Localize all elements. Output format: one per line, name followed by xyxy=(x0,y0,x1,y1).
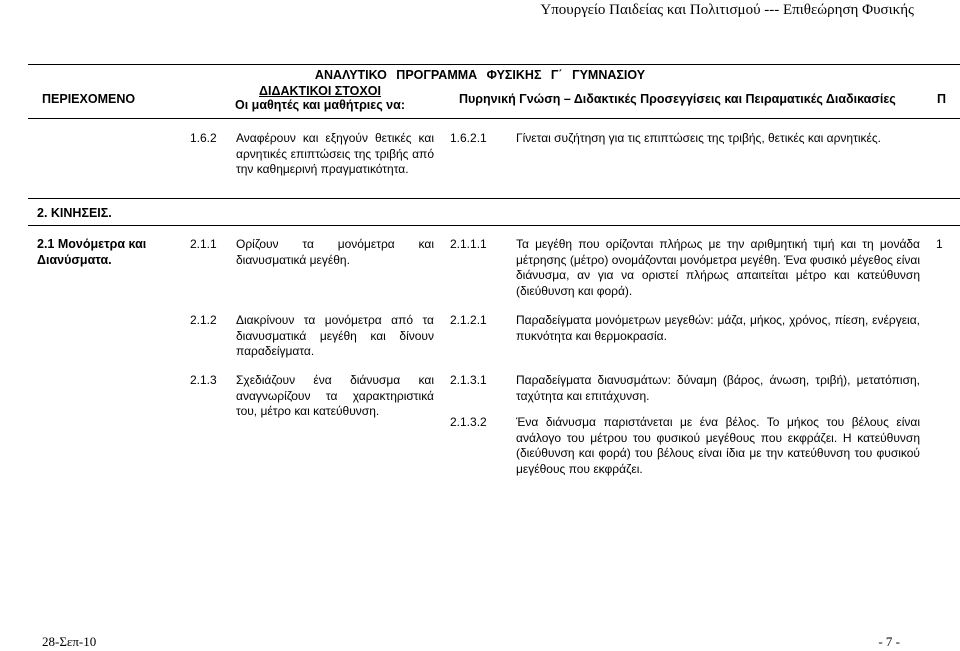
program-title: ΑΝΑΛΥΤΙΚΟ ΠΡΟΓΡΑΜΜΑ ΦΥΣΙΚΗΣ Γ΄ ΓΥΜΝΑΣΙΟΥ xyxy=(314,68,646,82)
core-text: Ένα διάνυσμα παριστάνεται με ένα βέλος. Το μήκος του βέλους είναι ανάλογο του μέτρου του φυσικού μεγέθους που εκφράζει. Η κατεύθυνση (διεύθυνση και φορά) του βέλους είναι ίδια με την κατεύθυνση του φυσικού μεγέθους που εκφράζει. xyxy=(516,415,920,476)
header-core-col: Πυρηνική Γνώση – Διδακτικές Προσεγγίσεις και Πειραματικές Διαδικασίες xyxy=(459,92,896,106)
row-rule xyxy=(28,198,960,199)
core-text: Γίνεται συζήτηση για τις επιπτώσεις της τριβής, θετικές και αρνητικές. xyxy=(516,131,881,145)
objective-text: Ορίζουν τα μονόμετρα και διανυσματικά μεγέθη. xyxy=(236,237,434,267)
core-text: Παραδείγματα μονόμετρων μεγεθών: μάζα, μήκος, χρόνος, πίεση, ενέργεια, πυκνότητα και θερμοκρασία. xyxy=(516,313,920,343)
header-content-col: ΠΕΡΙΕΧΟΜΕΝΟ xyxy=(42,92,136,106)
table-top-rule xyxy=(28,64,960,65)
core-number: 2.1.3.2 xyxy=(450,415,487,429)
objective-text: Αναφέρουν και εξηγούν θετικές και αρνητικές επιπτώσεις της τριβής από την καθημερινή πραγματικότητα. xyxy=(236,131,434,176)
objectives-title: ΔΙΔΑΚΤΙΚΟΙ ΣΤΟΧΟΙ xyxy=(259,84,381,98)
footer-date: 28-Σεπ-10 xyxy=(42,634,97,649)
core-text: Τα μεγέθη που ορίζονται πλήρως με την αριθμητική τιμή και τη μονάδα μέτρησης (μέτρο) ονομάζονται μονόμετρα μεγέθη. Ένα φυσικό μέγεθος είναι διάνυσμα, αν για να οριστεί πλήρως απαιτείται μέτρο και κατεύθυνση (διεύθυνση και φορά). xyxy=(516,237,920,298)
objective-number: 2.1.2 xyxy=(190,313,217,327)
objective-text: Διακρίνουν τα μονόμετρα από τα διανυσματικά μεγέθη και δίνουν παραδείγματα. xyxy=(236,313,434,358)
objective-number: 1.6.2 xyxy=(190,131,217,145)
objective-text: Σχεδιάζουν ένα διάνυσμα και αναγνωρίζουν τα χαρακτηριστικά του, μέτρο και κατεύθυνση. xyxy=(236,373,434,418)
header-periods-col: Π xyxy=(937,92,947,106)
running-header: Υπουργείο Παιδείας και Πολιτισμού --- Επιθεώρηση Φυσικής xyxy=(540,2,914,18)
core-text: Παραδείγματα διανυσμάτων: δύναμη (βάρος, άνωση, τριβή), μετατόπιση, ταχύτητα και επιτάχυνση. xyxy=(516,373,920,403)
section-title: 2. ΚΙΝΗΣΕΙΣ. xyxy=(37,206,112,220)
core-number: 1.6.2.1 xyxy=(450,131,487,145)
page-number: - 7 - xyxy=(878,634,900,649)
core-number: 2.1.1.1 xyxy=(450,237,487,251)
section-rule xyxy=(28,225,960,226)
objective-number: 2.1.1 xyxy=(190,237,217,251)
core-number: 2.1.3.1 xyxy=(450,373,487,387)
objectives-subtitle: Οι μαθητές και μαθήτριες να: xyxy=(235,98,405,112)
core-number: 2.1.2.1 xyxy=(450,313,487,327)
content-heading: 2.1 Μονόμετρα και Διανύσματα. xyxy=(37,237,147,267)
objective-number: 2.1.3 xyxy=(190,373,217,387)
table-header-bottom-rule xyxy=(28,118,960,119)
periods-value: 1 xyxy=(936,237,943,251)
